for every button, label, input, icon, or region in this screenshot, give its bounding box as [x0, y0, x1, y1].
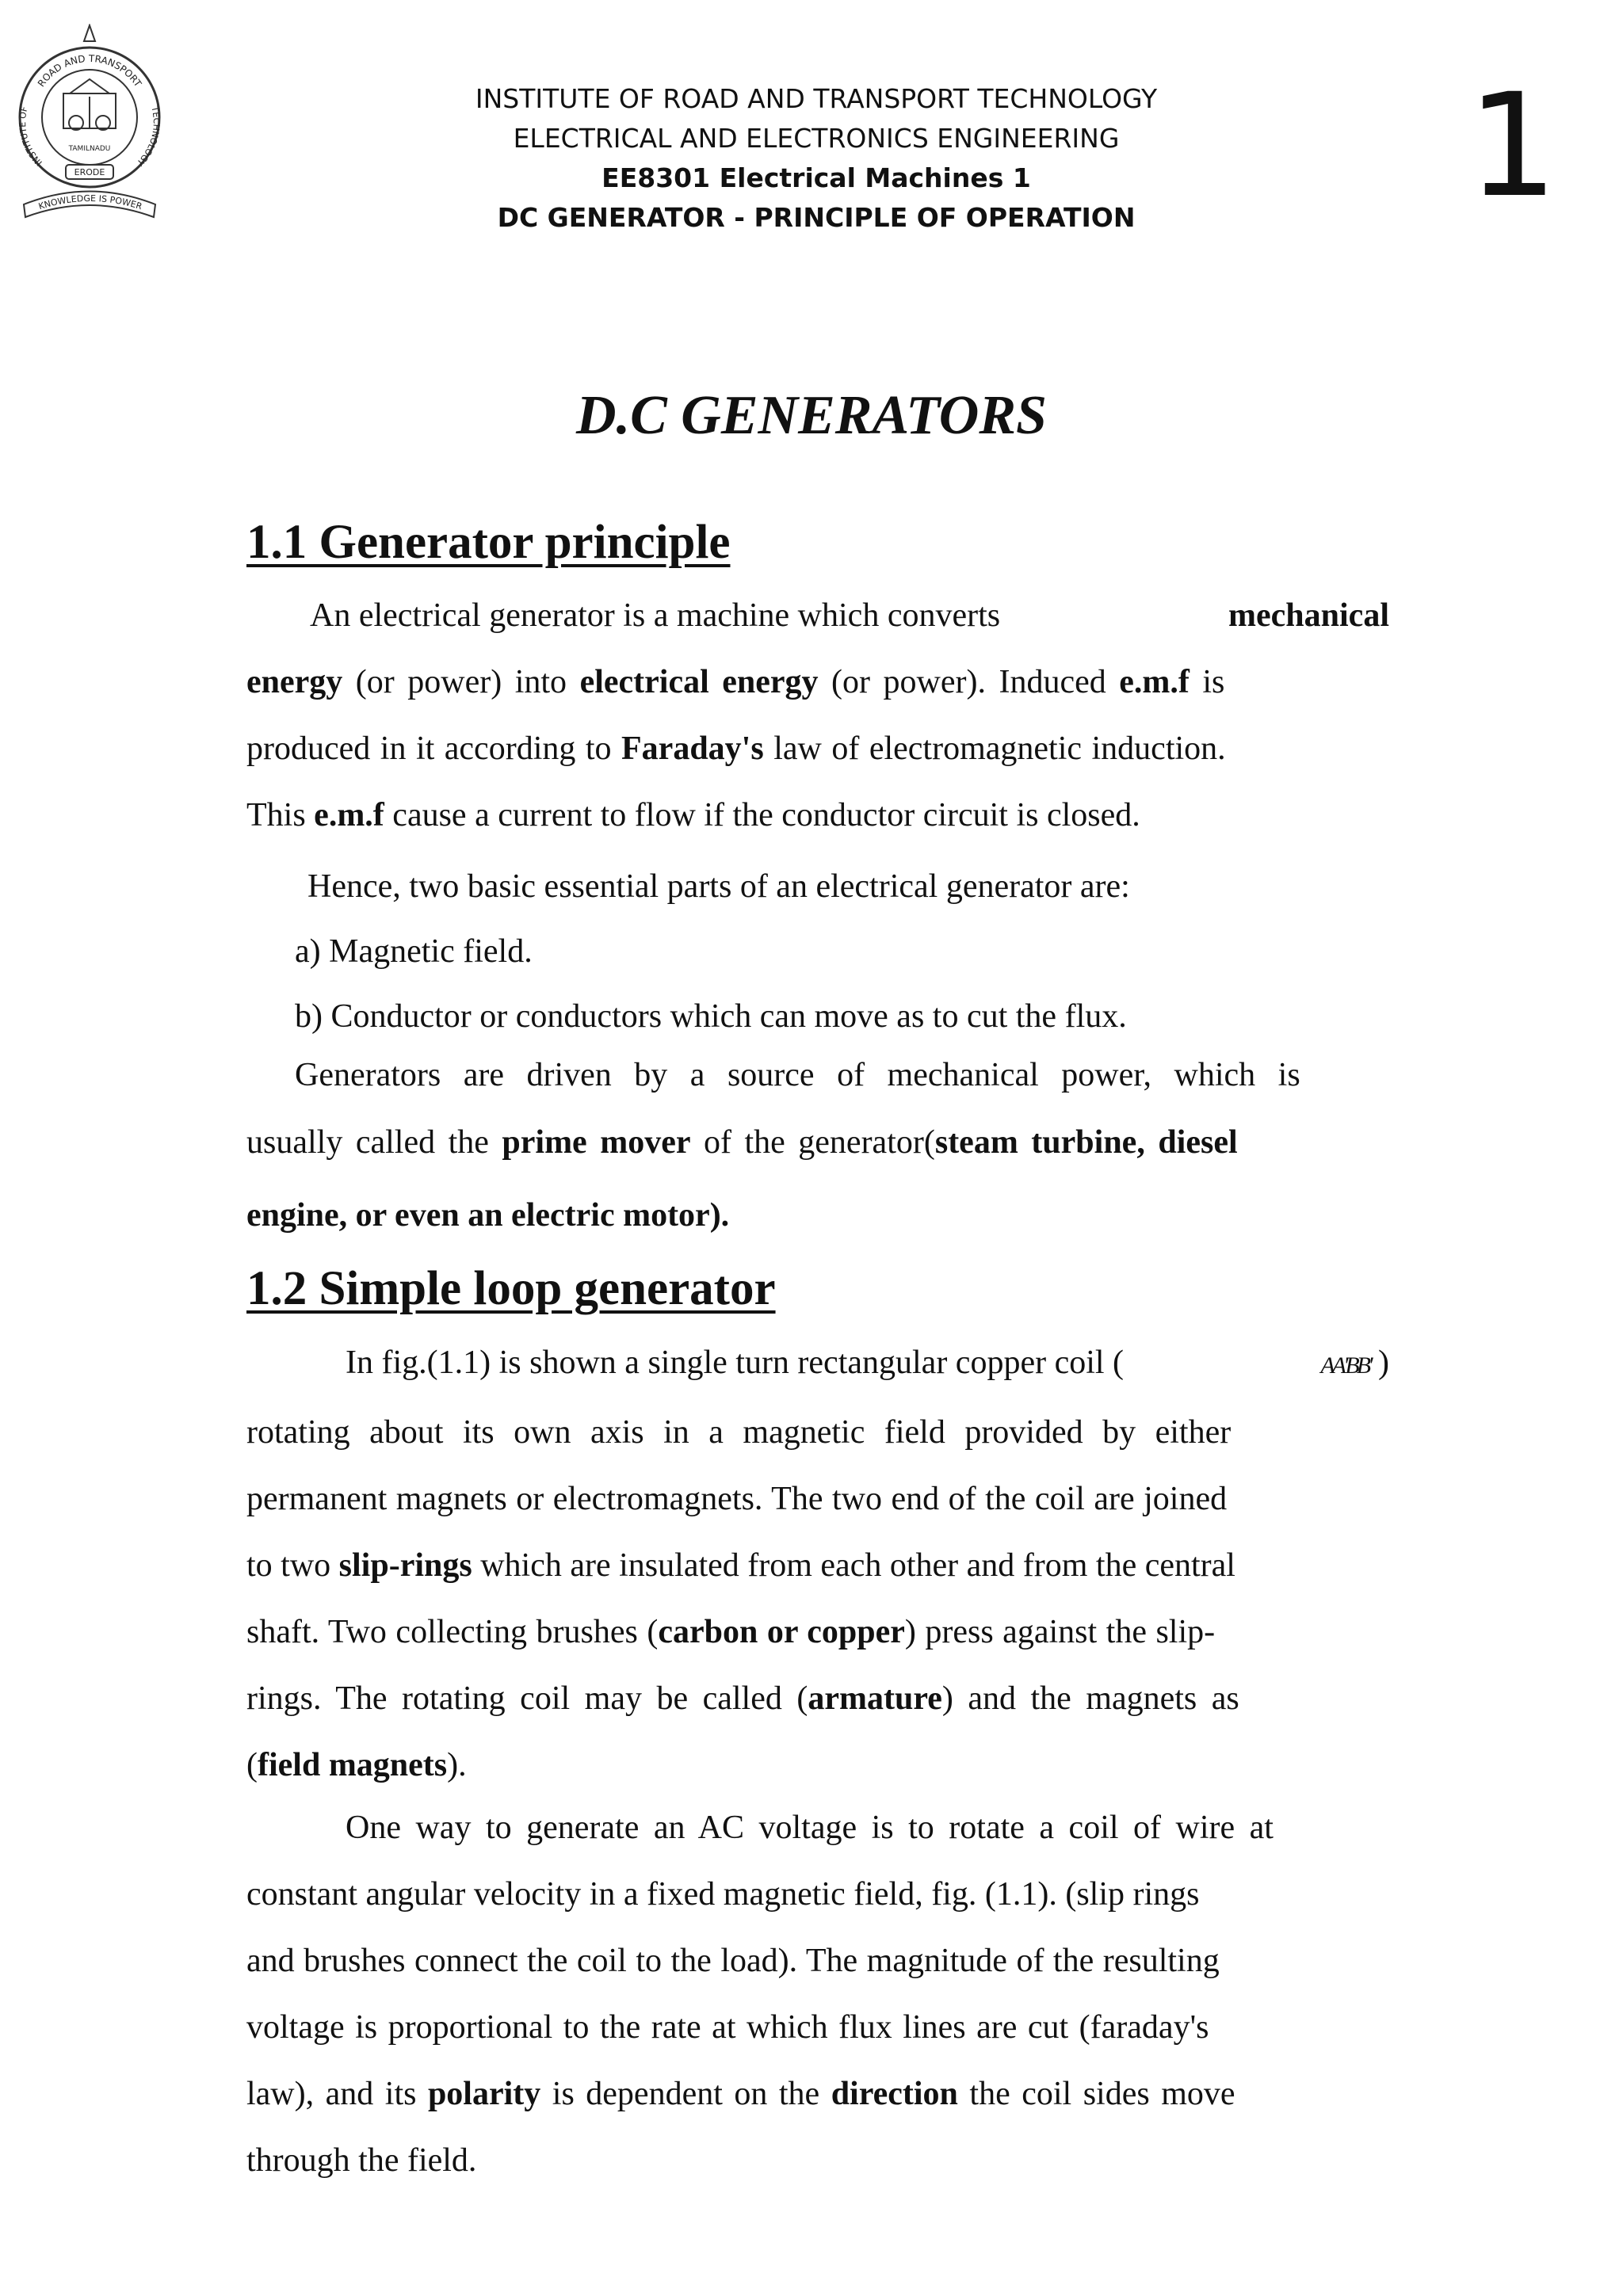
text-run-bold: prime mover [502, 1124, 691, 1161]
svg-text:KNOWLEDGE IS POWER: KNOWLEDGE IS POWER [37, 193, 143, 212]
text-run: the coil sides move [957, 2076, 1235, 2112]
text-run: ) [1369, 1344, 1389, 1381]
paragraph-line [246, 582, 1389, 649]
text-run: rings. The rotating coil may be called ( [246, 1680, 808, 1717]
section-heading-1-1: 1.1 Generator principle [246, 516, 731, 569]
paragraph-line [246, 1994, 1389, 2061]
text-run: voltage is proportional to the rate at which flux lines are cut (faraday's [246, 2009, 1209, 2046]
text-run: law), and its [246, 2076, 428, 2112]
text-run: In fig.(1.1) is shown a single turn rectangular copper coil ( [346, 1344, 1132, 1381]
text-run-bold: e.m.f [314, 797, 384, 833]
paragraph-line [246, 649, 1389, 715]
paragraph-line [295, 1042, 1389, 1108]
svg-text:TECHNOLOGY: TECHNOLOGY [135, 105, 162, 168]
document-title: D.C GENERATORS [576, 385, 1047, 446]
page-header [301, 79, 1331, 238]
section-1-2-paragraph-2 [246, 1794, 1389, 2194]
paragraph-line [246, 1109, 1380, 1176]
paragraph-line [246, 2127, 1389, 2194]
text-run: (or power). Induced [818, 664, 1120, 700]
text-run: This [246, 797, 315, 833]
text-run: One way to generate an AC voltage is to rotate a coil of wire at [346, 1810, 1274, 1846]
svg-text:TAMILNADU: TAMILNADU [68, 145, 111, 153]
text-run: ( [246, 1747, 258, 1783]
text-run-bold: energy [246, 664, 343, 700]
paragraph-line [246, 1466, 1389, 1532]
institute-logo [14, 24, 165, 222]
text-run-bold: e.m.f [1119, 664, 1190, 700]
text-run: is [1189, 664, 1225, 700]
text-run: rotating about its own axis in a magnetic field provided by either [246, 1414, 1232, 1451]
text-run-bold: polarity [427, 2076, 541, 2112]
list-item-a: a) Magnetic field. [295, 933, 533, 970]
paragraph-line [246, 1399, 1389, 1466]
section-heading-1-2: 1.2 Simple loop generator [246, 1262, 776, 1315]
text-run-bold: field magnets [258, 1747, 448, 1783]
text-run-bold: direction [831, 2076, 958, 2112]
text-run: usually called the [246, 1124, 502, 1161]
header-institute: INSTITUTE OF ROAD AND TRANSPORT TECHNOLOGY [475, 83, 1158, 114]
text-run: produced in it according to [246, 730, 622, 767]
text-run: (or power) into [342, 664, 580, 700]
paragraph-line [246, 1182, 1380, 1249]
text-run: shaft. Two collecting brushes ( [246, 1614, 659, 1650]
section-1-1-paragraph-2: Hence, two basic essential parts of an electrical generator are: [307, 868, 1130, 905]
coil-label: AA'BB' [1320, 1352, 1370, 1379]
text-run: which are insulated from each other and from the central [472, 1547, 1235, 1584]
section-1-2-paragraph-1 [246, 1329, 1389, 1798]
paragraph-line [246, 1861, 1389, 1928]
paragraph-line [246, 1732, 1389, 1798]
svg-text:ROAD AND TRANSPORT: ROAD AND TRANSPORT [35, 52, 144, 90]
text-run-bold: slip-rings [338, 1547, 472, 1584]
section-1-1-paragraph-3-cont [246, 1109, 1380, 1249]
paragraph-line [246, 1665, 1389, 1732]
text-run: An electrical generator is a machine which converts [310, 597, 1009, 634]
section-1-1-paragraph-1 [246, 582, 1389, 849]
header-course: EE8301 Electrical Machines 1 [601, 162, 1031, 193]
text-run: of the generator( [690, 1124, 935, 1161]
paragraph-line [246, 1532, 1389, 1599]
paragraph-line [246, 1794, 1389, 1861]
paragraph-line [246, 715, 1389, 782]
text-run-bold: engine, or even an electric motor). [246, 1197, 730, 1234]
text-run: ) and the magnets as [941, 1680, 1239, 1717]
text-run: is dependent on the [540, 2076, 831, 2112]
text-run: Generators are driven by a source of mechanical power, which is [295, 1057, 1300, 1093]
svg-text:INSTITUTE OF: INSTITUTE OF [17, 105, 44, 168]
text-run: and brushes connect the coil to the load). The magnitude of the resulting [246, 1943, 1220, 1979]
paragraph-line [246, 1329, 1389, 1399]
text-run-bold: mechanical [1228, 597, 1389, 634]
text-run: ). [447, 1747, 467, 1783]
text-run: permanent magnets or electromagnets. The two end of the coil are joined [246, 1481, 1228, 1517]
text-run-bold: carbon or copper [658, 1614, 905, 1650]
svg-text:ERODE: ERODE [74, 167, 105, 177]
paragraph-line [246, 1928, 1389, 1994]
paragraph-line [246, 782, 1389, 849]
list-item-b: b) Conductor or conductors which can move as to cut the flux. [295, 998, 1127, 1035]
paragraph-line [246, 1599, 1389, 1665]
text-run: cause a current to flow if the conductor circuit is closed. [384, 797, 1140, 833]
text-run: law of electromagnetic induction. [763, 730, 1226, 767]
header-topic: DC GENERATOR - PRINCIPLE OF OPERATION [497, 202, 1136, 233]
header-department: ELECTRICAL AND ELECTRONICS ENGINEERING [513, 123, 1120, 154]
section-1-1-paragraph-3 [295, 1042, 1389, 1108]
text-run: ) press against the slip- [904, 1614, 1216, 1650]
text-run: through the field. [246, 2142, 477, 2179]
text-run-bold: armature [808, 1680, 942, 1717]
text-run: constant angular velocity in a fixed magnetic field, fig. (1.1). (slip rings [246, 1876, 1200, 1913]
text-run-bold: steam turbine, diesel [934, 1124, 1238, 1161]
text-run: to two [246, 1547, 339, 1584]
paragraph-line [246, 2061, 1389, 2127]
page-number: 1 [1467, 63, 1558, 229]
text-run-bold: Faraday's [621, 730, 764, 767]
text-run-bold: electrical energy [579, 664, 819, 700]
